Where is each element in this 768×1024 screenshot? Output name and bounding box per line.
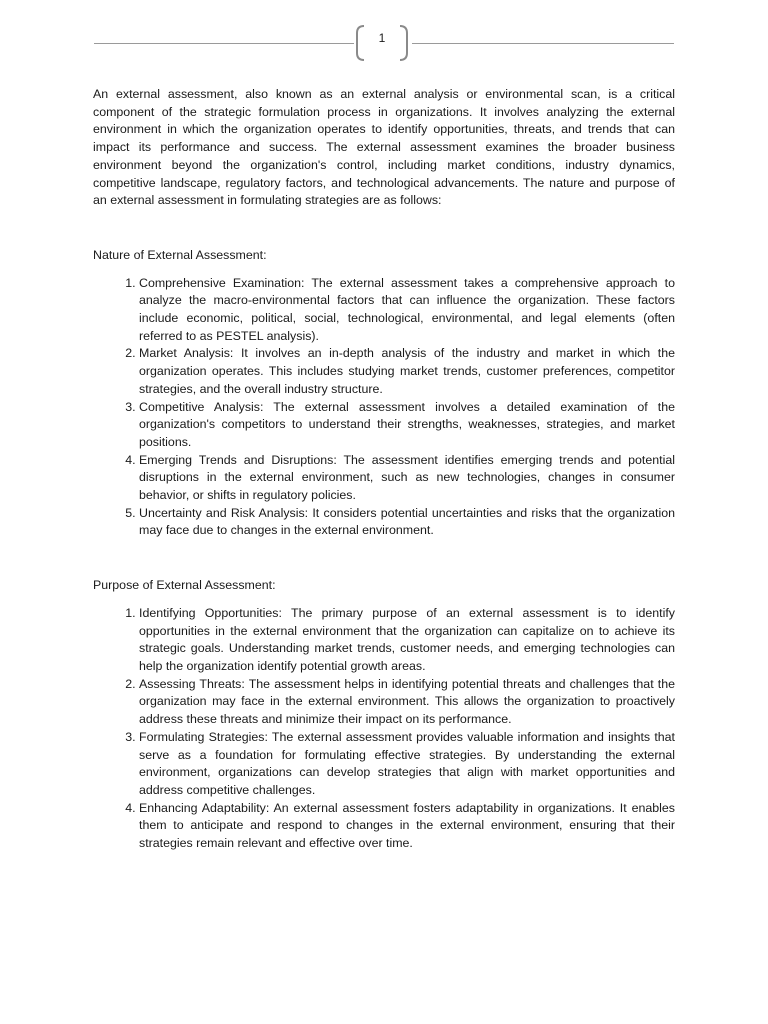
list-item: 4. Enhancing Adaptability: An external assessment fosters adaptability in organizations. It enables them to anticipate and respond to changes in the external environment, ensuring that their strategies remain relevant and effective over time. bbox=[139, 800, 675, 853]
header-rule-right bbox=[412, 43, 674, 44]
header-rule-left bbox=[94, 43, 354, 44]
list-item: 1. Comprehensive Examination: The external assessment takes a comprehensive approach to analyze the macro-environmental factors that can influence the organization. These factors include economic, political, social, technological, environmental, and legal elements (often referred to as PESTEL analysis). bbox=[139, 275, 675, 346]
list-item: 3. Formulating Strategies: The external assessment provides valuable information and insights that serve as a foundation for formulating effective strategies. By understanding the external environment, organizations can develop strategies that align with market opportunities and address competitive challenges. bbox=[139, 729, 675, 800]
list-item: 4. Emerging Trends and Disruptions: The assessment identifies emerging trends and potential disruptions in the external environment, such as new technologies, changes in consumer behavior, or shifts in regulatory policies. bbox=[139, 452, 675, 505]
purpose-heading: Purpose of External Assessment: bbox=[93, 578, 276, 593]
page-header bbox=[94, 24, 674, 64]
list-item: 5. Uncertainty and Risk Analysis: It considers potential uncertainties and risks that the organization may face due to changes in the external environment. bbox=[139, 505, 675, 540]
page-number: 1 bbox=[378, 31, 386, 45]
list-item: 1. Identifying Opportunities: The primary purpose of an external assessment is to identify opportunities in the external environment that the organization can capitalize on to achieve its strategic goals. Understanding market trends, customer needs, and emerging technologies can help the organization identify potential growth areas. bbox=[139, 605, 675, 676]
list-item: 3. Competitive Analysis: The external assessment involves a detailed examination of the organization's competitors to understand their strengths, weaknesses, strategies, and market positions. bbox=[139, 399, 675, 452]
nature-heading: Nature of External Assessment: bbox=[93, 247, 267, 262]
list-item: 2. Assessing Threats: The assessment helps in identifying potential threats and challenges that the organization may face in the external environment. This allows the organization to proactively address these threats and minimize their impact on its performance. bbox=[139, 676, 675, 729]
document-body bbox=[93, 86, 675, 853]
nature-list bbox=[93, 275, 675, 541]
list-item: 2. Market Analysis: It involves an in-depth analysis of the industry and market in which the organization operates. This includes studying market trends, customer preferences, competitor strategies, and the overall industry structure. bbox=[139, 345, 675, 398]
purpose-list bbox=[93, 605, 675, 853]
intro-paragraph: An external assessment, also known as an external analysis or environmental scan, is a critical component of the strategic formulation process in organizations. It involves analyzing the external environment in which the organization operates to identify opportunities, threats, and trends that can impact its performance and success. The external assessment examines the broader business environment beyond the organization's control, including market conditions, industry dynamics, competitive landscape, regulatory factors, and technological advancements. The nature and purpose of an external assessment in formulating strategies are as follows: bbox=[93, 87, 675, 208]
